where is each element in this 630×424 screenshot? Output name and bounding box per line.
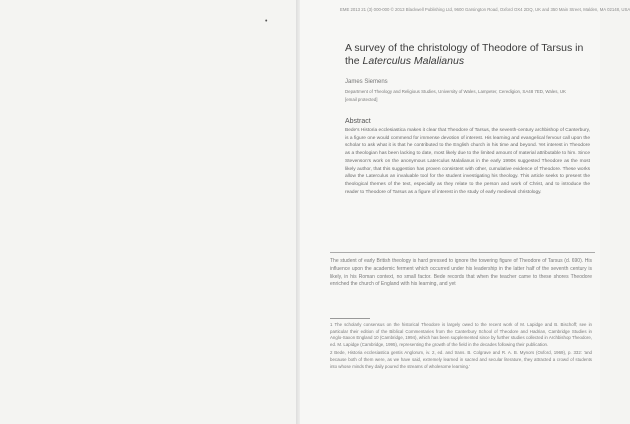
abstract-heading: Abstract	[345, 118, 371, 125]
footnote-2	[330, 350, 592, 370]
title-main: A survey of the christology of Theodore of Tarsus in the	[345, 42, 584, 67]
footnote-rule	[330, 318, 370, 319]
section-divider	[330, 252, 595, 253]
footnote-text: Bede, Historia ecclesiastica gentis Anglorum, iv. 2, ed. and trans. B. Colgrave and R. A. B. Mynors (Oxford, 1969), p. 332: 'and because both of them were, as we have said, extremely learned in sacred and secular literature, they attracted a crowd of students into whose minds they daily poured the streams of wholesome learning.'	[330, 350, 592, 369]
footnote-marker: 2	[330, 350, 335, 356]
footnote-text: The scholarly consensus on the historical Theodore is largely owed to the recent work of M. Lapidge and B. Bischoff; see in particular their edition of the Biblical Commentaries from the Canterbury School of Theodore and Hadrian, Cambridge Studies in Anglo-Saxon England 10 (Cambridge, 1994), which has been supplemented since by further studies collected in Archbishop Theodore, ed. M. Lapidge (Cambridge, 1995), representing the growth of the field in the decades following their publication.	[330, 322, 592, 347]
author-email[interactable]: [email protected]	[345, 96, 378, 102]
page-mark-icon: •	[265, 18, 268, 25]
abstract-text: Bede's Historia ecclesiastica makes it clear that Theodore of Tarsus, the seventh-century archbishop of Canterbury, is a figure one would commend for immense devotion of interest. His learning and evangelical fervour call upon the scholar to ask what it is that he contributed to the English church in his time and beyond. Yet interest in Theodore as a theologian has been lacking to date, most likely due to the limited amount of material attributable to him. Since Stevenson's work on the anonymous Laterculus Malalianus in the early 1990s suggested Theodore as the most likely author, that this suggestion has proven consistent with other, cumulative evidence of Theodore. These works allow the Laterculus an invaluable tool for the student investigating his theology. This article seeks to present the theological themes of the text, especially as they relate to the person and work of Christ, and to introduce the reader to Theodore of Tarsus as a figure of interest in the study of early medieval christology.	[345, 128, 590, 195]
affiliation: Department of Theology and Religious Studies, University of Wales, Lampeter, Ceredigion, SA48 7ED, Wales, UK	[345, 89, 566, 94]
footnote-1	[330, 322, 592, 348]
title-italic: Laterculus Malalianus	[362, 54, 465, 67]
footnotes	[330, 322, 592, 372]
body-paragraph: The student of early British theology is hard pressed to ignore the towering figure of Theodore of Tarsus (d. 690). His influence upon the academic ferment which occurred under his leadership in the latter half of the seventh century is likely, in his Roman context, no small factor. Bede records that when the teacher came to these shores Theodore enriched the church of England with his learning, and yet	[330, 258, 592, 288]
running-head: EME 2013 21 (3) 000-000 © 2013 Blackwell Publishing Ltd, 9600 Garsington Road, Oxford OX4 2DQ, UK and 350 Main Street, Malden, MA 02148, USA	[340, 7, 630, 12]
article-title	[345, 42, 585, 67]
footnote-marker: 1	[330, 322, 335, 327]
author-name: James Siemens	[345, 79, 388, 85]
affiliation-block	[345, 88, 585, 103]
